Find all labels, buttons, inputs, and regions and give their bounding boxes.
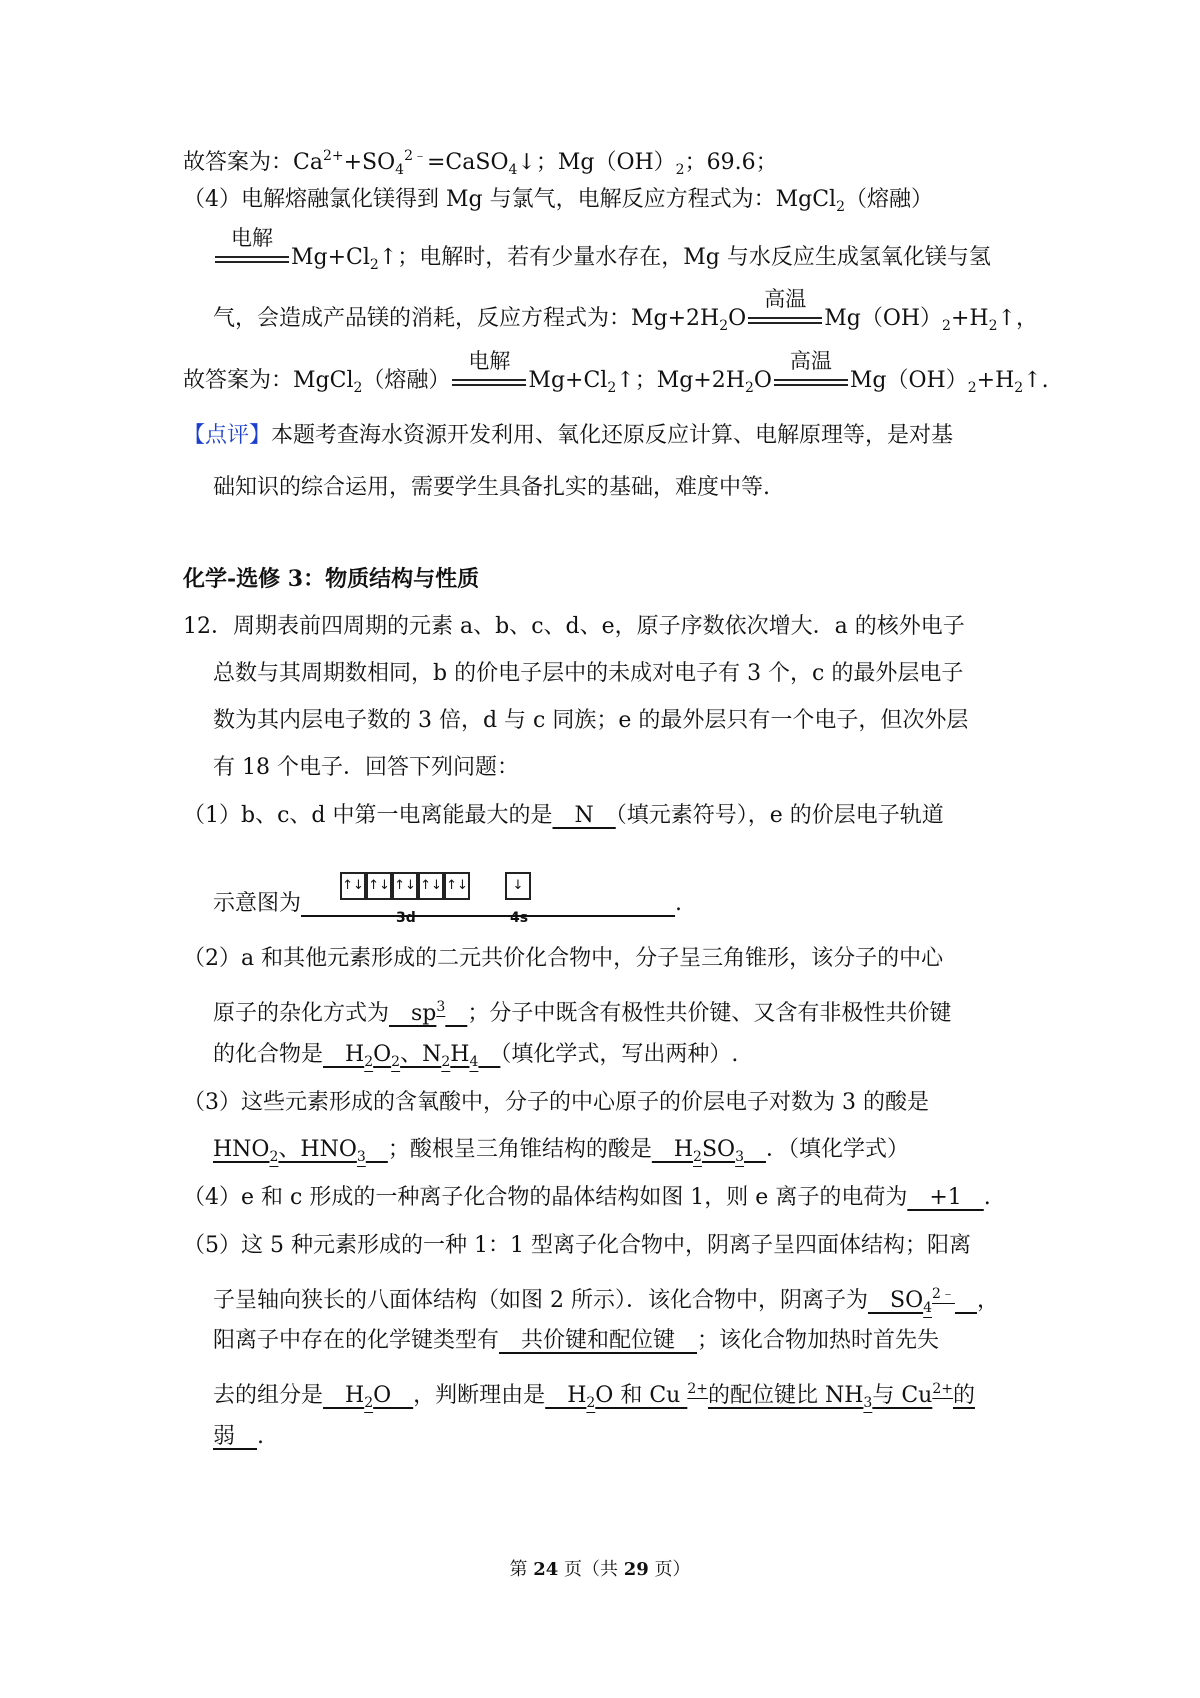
text-line — [213, 226, 991, 280]
text-fragment: 子呈轴向狭长的八面体结构（如图 2 所示）．该化合物中，阴离子为 — [213, 1288, 868, 1313]
text-fragment: 4 — [508, 162, 518, 178]
text-fragment — [478, 1042, 500, 1067]
text-fragment: ，判断理由是 — [413, 1383, 546, 1408]
text-line — [183, 1183, 991, 1213]
text-line — [183, 349, 1049, 403]
text-fragment — [744, 1137, 766, 1162]
text-fragment: O — [728, 306, 747, 331]
text-fragment: 与 Cu — [872, 1383, 933, 1408]
text-fragment: O — [373, 1383, 414, 1408]
text-line — [213, 473, 770, 503]
text-line — [183, 185, 933, 222]
text-fragment: ；该化合物加热时首先失 — [697, 1328, 940, 1353]
text-fragment: 3 — [356, 1149, 366, 1165]
text-fragment: ， — [976, 1288, 999, 1313]
text-fragment: O 和 Cu — [595, 1383, 688, 1408]
text-fragment: H — [323, 1042, 365, 1067]
text-fragment: 原子的杂化方式为 — [213, 1001, 390, 1026]
text-fragment: ↓；Mg（OH） — [517, 150, 676, 175]
reaction-arrow — [450, 349, 528, 396]
footer-prefix: 第 — [509, 1559, 534, 1580]
orbital-diagram — [340, 872, 560, 932]
text-fragment: 有 18 个电子．回答下列问题： — [213, 755, 519, 780]
text-line — [183, 564, 479, 595]
text-fragment: H — [651, 1137, 694, 1162]
text-fragment: . — [257, 1424, 265, 1449]
text-fragment — [955, 1288, 977, 1313]
equals-bar — [748, 317, 822, 319]
text-line — [213, 1374, 975, 1418]
orbital-box-3d-2: ↑↓ — [366, 872, 392, 900]
text-fragment: ；分子中既含有极性共价键、又含有非极性共价键 — [467, 1001, 952, 1026]
text-fragment: +SO — [343, 150, 396, 175]
footer-page-number: 24 — [533, 1559, 559, 1580]
text-fragment: 本题考查海水资源开发利用、氧化还原反应计算、电解原理等，是对基 — [271, 423, 954, 448]
text-fragment: ↑. — [1023, 368, 1049, 393]
orbital-box-3d-4: ↑↓ — [418, 872, 444, 900]
text-fragment: 2 — [942, 318, 951, 334]
text-fragment: O — [373, 1042, 392, 1067]
footer-middle: 页（共 — [558, 1559, 624, 1580]
text-fragment: 2+ — [687, 1381, 708, 1397]
text-fragment: 2 — [353, 380, 363, 396]
reaction-condition: 电解 — [231, 226, 273, 250]
text-fragment: 、HNO — [278, 1137, 357, 1162]
footer-total-pages: 29 — [623, 1559, 649, 1580]
text-fragment: 2 — [586, 1395, 596, 1411]
text-fragment: ；69.6； — [684, 150, 778, 175]
text-fragment: Mg+Cl — [528, 368, 608, 393]
text-fragment: 示意图为 — [213, 891, 302, 916]
text-fragment: 故答案为：Ca — [183, 150, 323, 175]
text-fragment: （3）这些元素形成的含氧酸中，分子的中心原子的价层电子对数为 3 的酸是 — [183, 1090, 929, 1115]
text-fragment: 2 — [967, 380, 977, 396]
text-fragment: 2﹣ — [932, 1286, 955, 1302]
orbital-box-3d-3: ↑↓ — [392, 872, 418, 900]
text-fragment: 总数与其周期数相同，b 的价电子层中的未成对电子有 3 个，c 的最外层电子 — [213, 661, 964, 686]
text-fragment: 4 — [395, 162, 405, 178]
text-fragment: 气，会造成产品镁的消耗，反应方程式为：Mg+2H — [213, 306, 720, 331]
text-fragment — [366, 1137, 388, 1162]
text-fragment: 2﹣ — [404, 148, 427, 164]
text-fragment: H — [323, 1383, 365, 1408]
text-fragment: ↑；电解时，若有少量水存在，Mg 与水反应生成氢氧化镁与氢 — [378, 245, 991, 270]
text-line — [213, 992, 951, 1029]
text-fragment: ↑；Mg+2H — [616, 368, 745, 393]
text-fragment: N — [552, 803, 616, 828]
text-fragment: 去的组分是 — [213, 1383, 324, 1408]
text-line — [213, 287, 1038, 341]
equals-bar — [215, 256, 289, 258]
text-fragment: 3 — [735, 1149, 744, 1165]
reaction-condition: 高温 — [789, 349, 832, 373]
text-fragment: （填元素符号），e 的价层电子轨道 — [615, 803, 944, 828]
reaction-arrow — [213, 226, 291, 273]
text-fragment: ↑， — [997, 306, 1038, 331]
text-line — [183, 421, 953, 451]
text-line — [213, 1040, 738, 1077]
text-fragment: （4）电解熔融氯化镁得到 Mg 与氯气，电解反应方程式为：MgCl — [183, 187, 837, 212]
text-fragment: 2 — [369, 257, 379, 273]
text-line — [213, 1279, 999, 1323]
text-fragment: （熔融） — [362, 368, 451, 393]
text-fragment: 4 — [923, 1300, 933, 1316]
equals-bar — [452, 379, 526, 381]
text-fragment: Mg+Cl — [291, 245, 370, 270]
text-fragment: ．（填化学式） — [766, 1137, 910, 1162]
orbital-box-4s: ↓ — [505, 872, 531, 900]
text-line — [213, 706, 968, 736]
text-fragment: （5）这 5 种元素形成的一种 1：1 型离子化合物中，阴离子呈四面体结构；阳离 — [183, 1233, 971, 1258]
text-line — [183, 801, 944, 831]
text-line — [183, 612, 965, 642]
text-fragment: （2）a 和其他元素形成的二元共价化合物中，分子呈三角锥形，该分子的中心 — [183, 946, 944, 971]
text-fragment: 础知识的综合运用，需要学生具备扎实的基础，难度中等. — [213, 475, 770, 500]
text-fragment: 弱 — [213, 1424, 258, 1449]
text-fragment: 2 — [269, 1149, 279, 1165]
text-fragment: sp — [389, 1001, 437, 1026]
orbital-label-4s: 4s — [510, 910, 529, 926]
text-fragment: Mg（OH） — [824, 306, 943, 331]
text-line — [213, 1135, 909, 1172]
text-fragment: 化学-选修 3：物质结构与性质 — [183, 566, 480, 592]
text-fragment: （1）b、c、d 中第一电离能最大的是 — [183, 803, 553, 828]
text-fragment: 2 — [441, 1054, 451, 1070]
text-fragment — [445, 1001, 467, 1026]
text-fragment: 的 — [952, 1383, 975, 1408]
text-line — [183, 944, 943, 974]
text-fragment: 3 — [863, 1395, 873, 1411]
text-fragment: 2 — [693, 1149, 702, 1165]
text-fragment: 2 — [675, 162, 685, 178]
equals-bar — [215, 261, 289, 263]
text-fragment: SO — [868, 1288, 924, 1313]
text-fragment: 共价键和配位键 — [499, 1328, 698, 1353]
text-fragment: 的配位键比 NH — [707, 1383, 864, 1408]
text-fragment: 2 — [988, 318, 998, 334]
text-fragment: 故答案为：MgCl — [183, 368, 354, 393]
orbital-box-3d-1: ↑↓ — [340, 872, 366, 900]
orbital-label-3d: 3d — [396, 910, 416, 926]
reaction-condition: 高温 — [764, 287, 807, 311]
text-fragment: HNO — [213, 1137, 270, 1162]
text-line — [183, 1231, 971, 1261]
reaction-arrow — [746, 287, 824, 334]
equals-bar — [748, 322, 822, 324]
text-fragment: 4 — [469, 1054, 479, 1070]
reaction-condition: 电解 — [468, 349, 511, 373]
text-fragment: Mg（OH） — [849, 368, 968, 393]
text-line — [213, 659, 963, 689]
text-line — [213, 753, 519, 783]
text-fragment: SO — [701, 1137, 736, 1162]
text-fragment: . — [983, 1185, 991, 1210]
text-line — [213, 1422, 264, 1452]
reaction-arrow — [772, 349, 850, 396]
text-line — [183, 141, 778, 185]
text-line — [183, 1088, 929, 1118]
text-fragment: 3 — [436, 999, 446, 1015]
text-fragment: 2 — [744, 380, 754, 396]
text-fragment: 阳离子中存在的化学键类型有 — [213, 1328, 500, 1353]
text-line — [213, 1326, 939, 1356]
text-fragment: 2 — [1014, 380, 1024, 396]
text-fragment: 【点评】 — [183, 423, 272, 448]
equals-bar — [774, 379, 848, 381]
text-fragment: （熔融） — [845, 187, 934, 212]
text-fragment: （填化学式，写出两种）. — [500, 1042, 739, 1067]
text-fragment: ；酸根呈三角锥结构的酸是 — [387, 1137, 652, 1162]
text-fragment: O — [753, 368, 772, 393]
footer-suffix: 页） — [648, 1559, 691, 1580]
text-fragment: 2 — [719, 318, 729, 334]
page-footer — [0, 1555, 1200, 1581]
text-fragment: 2+ — [322, 148, 344, 164]
text-fragment: 2 — [364, 1395, 374, 1411]
text-fragment: +H — [976, 368, 1015, 393]
text-fragment: 2 — [607, 380, 617, 396]
orbital-box-3d-5: ↑↓ — [444, 872, 470, 900]
text-fragment: =CaSO — [426, 150, 509, 175]
text-fragment: 的化合物是 — [213, 1042, 324, 1067]
text-fragment: H — [545, 1383, 587, 1408]
equals-bar — [774, 384, 848, 386]
text-fragment: 2+ — [932, 1381, 953, 1397]
text-fragment: 12．周期表前四周期的元素 a、b、c、d、e，原子序数依次增大．a 的核外电子 — [183, 614, 965, 639]
equals-bar — [452, 384, 526, 386]
text-fragment: 数为其内层电子数的 3 倍，d 与 c 同族；e 的最外层只有一个电子，但次外层 — [213, 708, 969, 733]
text-fragment: 2 — [391, 1054, 401, 1070]
text-fragment: . — [675, 891, 683, 916]
text-fragment: 、N — [400, 1042, 442, 1067]
text-fragment: （4）e 和 c 形成的一种离子化合物的晶体结构如图 1，则 e 离子的电荷为 — [183, 1185, 908, 1210]
text-fragment: +H — [950, 306, 989, 331]
text-fragment: 2 — [836, 199, 845, 215]
text-fragment: H — [450, 1042, 470, 1067]
text-fragment: 2 — [364, 1054, 374, 1070]
text-fragment: +1 — [907, 1185, 984, 1210]
